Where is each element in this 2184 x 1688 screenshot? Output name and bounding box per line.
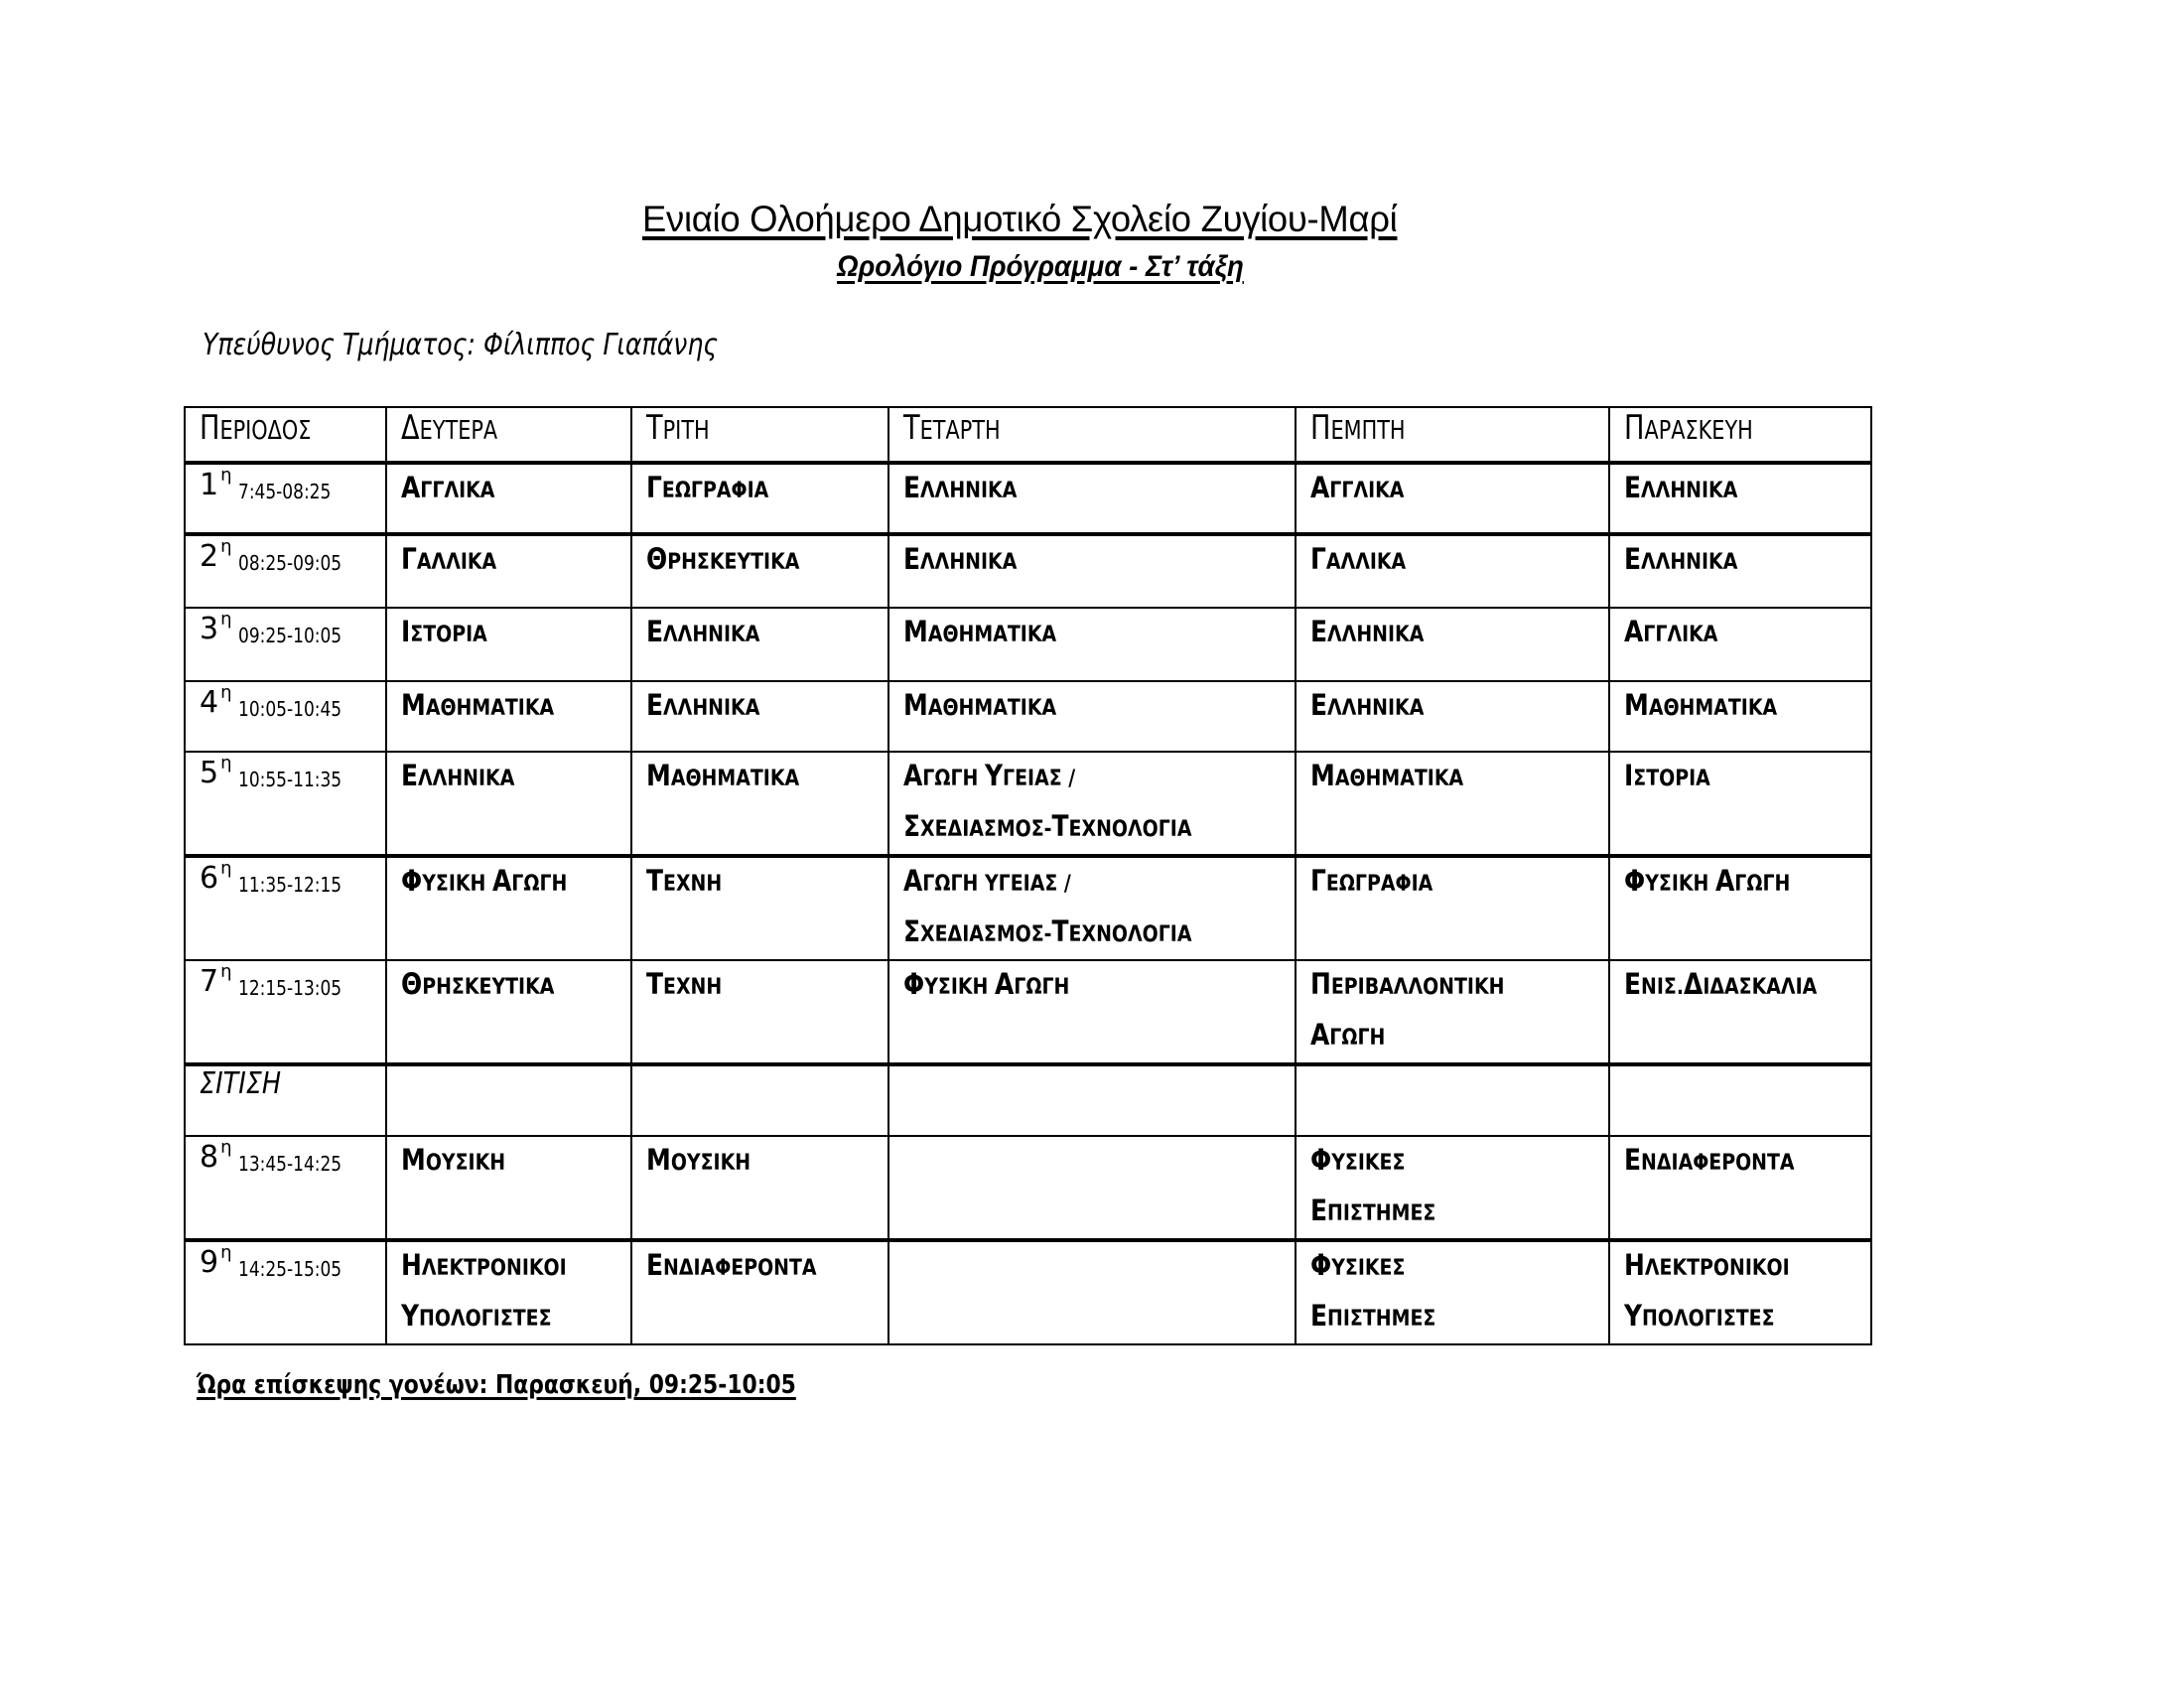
- subject-cell: [1296, 534, 1609, 608]
- header-wednesday: [888, 407, 1296, 463]
- subject-label: ΓΑΛΛΙΚΑ: [1310, 542, 1407, 576]
- subject-cell: [888, 1240, 1296, 1344]
- subject-label: ΙΣΤΟΡΙΑ: [1624, 759, 1710, 792]
- subject-label: ΕΠΙΣΤΗΜΕΣ: [1310, 1194, 1436, 1227]
- header-label: ΠΕΜΠΤΗ: [1310, 408, 1406, 448]
- subject-label: ΕΝΙΣ.ΔΙΔΑΣΚΑΛΙΑ: [1624, 967, 1818, 1001]
- period-time: 10:55-11:35: [237, 768, 341, 791]
- subject-cell: [1609, 960, 1871, 1064]
- subject-cell: [1296, 752, 1609, 856]
- subject-label: ΦΥΣΙΚΕΣ: [1310, 1248, 1406, 1282]
- subject-label: ΑΓΩΓΗ: [1310, 1018, 1386, 1052]
- period-ordinal-suffix: η: [220, 858, 232, 879]
- subject-cell: [386, 856, 631, 960]
- header-label: ΤΕΤΑΡΤΗ: [903, 408, 1001, 448]
- subject-cell: [1609, 608, 1871, 681]
- lunch-row: [185, 1064, 1871, 1136]
- subject-label: ΤΕΧΝΗ: [646, 967, 723, 1001]
- subject-label: ΕΛΛΗΝΙΚΑ: [1624, 471, 1738, 504]
- period-number: 9: [200, 1245, 219, 1280]
- subject-cell: [631, 1240, 888, 1344]
- period-time: 08:25-09:05: [237, 551, 341, 575]
- subject-cell: [631, 960, 888, 1064]
- subject-cell: [1609, 1064, 1871, 1136]
- subject-cell: [386, 608, 631, 681]
- subject-cell: [386, 960, 631, 1064]
- subject-cell: [631, 681, 888, 752]
- subject-cell: [1609, 681, 1871, 752]
- period-number: 1: [200, 468, 219, 502]
- period-row: [185, 1240, 1871, 1344]
- period-number: 4: [200, 685, 219, 720]
- subject-label: ΙΣΤΟΡΙΑ: [401, 615, 487, 648]
- period-cell: [185, 1240, 386, 1344]
- subject-cell: [386, 681, 631, 752]
- period-cell: [185, 1064, 386, 1136]
- header-tuesday: [631, 407, 888, 463]
- period-ordinal-suffix: η: [220, 536, 232, 557]
- header-label: ΠΕΡΙΟΔΟΣ: [200, 408, 312, 448]
- lunch-label: ΣΙΤΙΣΗ: [200, 1066, 282, 1101]
- period-row: [185, 608, 1871, 681]
- subject-label: ΓΕΩΓΡΑΦΙΑ: [1310, 864, 1433, 898]
- subject-label: ΕΝΔΙΑΦΕΡΟΝΤΑ: [646, 1248, 817, 1282]
- subject-cell: [888, 463, 1296, 534]
- subject-cell: [888, 608, 1296, 681]
- subject-label: ΕΛΛΗΝΙΚΑ: [1624, 542, 1738, 576]
- subject-label: ΕΛΛΗΝΙΚΑ: [646, 688, 760, 722]
- period-row: [185, 752, 1871, 856]
- subject-cell: [1296, 1136, 1609, 1240]
- subject-cell: [888, 534, 1296, 608]
- subject-cell: [631, 1064, 888, 1136]
- period-number: 7: [200, 964, 219, 999]
- subject-cell: [386, 752, 631, 856]
- period-time: 14:25-15:05: [237, 1257, 341, 1281]
- subject-label: ΓΕΩΓΡΑΦΙΑ: [646, 471, 769, 504]
- period-cell: [185, 960, 386, 1064]
- period-cell: [185, 681, 386, 752]
- subject-label: ΕΛΛΗΝΙΚΑ: [903, 542, 1018, 576]
- subject-cell: [1609, 752, 1871, 856]
- subject-label: ΕΛΛΗΝΙΚΑ: [646, 615, 760, 648]
- subject-label: ΥΠΟΛΟΓΙΣΤΕΣ: [1624, 1299, 1775, 1333]
- subject-cell: [386, 1240, 631, 1344]
- subject-cell: [1609, 463, 1871, 534]
- subject-cell: [1609, 1240, 1871, 1344]
- period-cell: [185, 463, 386, 534]
- subject-cell: [1609, 1136, 1871, 1240]
- subject-cell: [888, 1136, 1296, 1240]
- subject-cell: [888, 960, 1296, 1064]
- period-ordinal-suffix: η: [220, 609, 232, 630]
- subject-label: ΜΑΘΗΜΑΤΙΚΑ: [646, 759, 800, 792]
- header-row: [185, 407, 1871, 463]
- subject-label: ΦΥΣΙΚΗ ΑΓΩΓΗ: [401, 864, 568, 898]
- period-time: 7:45-08:25: [237, 480, 331, 503]
- schedule-subtitle: Ωρολόγιο Πρόγραμμα - Στ’ τάξη: [837, 250, 1244, 283]
- subject-cell: [1609, 856, 1871, 960]
- subject-label: ΦΥΣΙΚΗ ΑΓΩΓΗ: [903, 967, 1070, 1001]
- period-cell: [185, 534, 386, 608]
- subject-cell: [386, 1064, 631, 1136]
- subject-label: ΠΕΡΙΒΑΛΛΟΝΤΙΚΗ: [1310, 967, 1505, 1001]
- period-ordinal-suffix: η: [220, 465, 232, 486]
- subject-label: ΘΡΗΣΚΕΥΤΙΚΑ: [646, 542, 800, 576]
- period-time: 13:45-14:25: [237, 1152, 341, 1176]
- period-row: [185, 856, 1871, 960]
- header-thursday: [1296, 407, 1609, 463]
- subject-label: ΦΥΣΙΚΗ ΑΓΩΓΗ: [1624, 864, 1791, 898]
- period-ordinal-suffix: η: [220, 1137, 232, 1158]
- period-ordinal-suffix: η: [220, 753, 232, 774]
- subject-cell: [1609, 534, 1871, 608]
- header-friday: [1609, 407, 1871, 463]
- period-time: 10:05-10:45: [237, 697, 341, 721]
- period-time: 11:35-12:15: [237, 873, 341, 897]
- header-period: [185, 407, 386, 463]
- subject-label: ΤΕΧΝΗ: [646, 864, 723, 898]
- period-row: [185, 960, 1871, 1064]
- timetable: [184, 406, 1872, 1345]
- subject-label: ΕΠΙΣΤΗΜΕΣ: [1310, 1299, 1436, 1333]
- period-number: 3: [200, 612, 219, 646]
- period-row: [185, 1136, 1871, 1240]
- subject-label: ΕΛΛΗΝΙΚΑ: [401, 759, 515, 792]
- period-number: 6: [200, 861, 219, 896]
- subject-label: ΜΑΘΗΜΑΤΙΚΑ: [1310, 759, 1464, 792]
- subject-label: ΗΛΕΚΤΡΟΝΙΚΟΙ: [401, 1248, 567, 1282]
- subject-cell: [1296, 856, 1609, 960]
- subject-label: ΜΑΘΗΜΑΤΙΚΑ: [903, 615, 1057, 648]
- subject-cell: [386, 534, 631, 608]
- period-time: 09:25-10:05: [237, 624, 341, 647]
- subject-cell: [631, 752, 888, 856]
- subject-cell: [1296, 681, 1609, 752]
- subject-label: ΜΟΥΣΙΚΗ: [646, 1143, 751, 1177]
- period-ordinal-suffix: η: [220, 682, 232, 703]
- subject-cell: [631, 463, 888, 534]
- subject-label: ΣΧΕΔΙΑΣΜΟΣ-ΤΕΧΝΟΛΟΓΙΑ: [903, 809, 1192, 843]
- subject-label: ΑΓΓΛΙΚΑ: [1624, 615, 1718, 648]
- class-teacher-line: Υπεύθυνος Τμήματος: Φίλιππος Γιαπάνης: [203, 328, 719, 362]
- header-label: ΠΑΡΑΣΚΕΥΗ: [1624, 408, 1753, 448]
- period-number: 8: [200, 1140, 219, 1175]
- subject-cell: [888, 1064, 1296, 1136]
- subject-label: ΜΟΥΣΙΚΗ: [401, 1143, 506, 1177]
- timetable-body: [185, 463, 1871, 1344]
- subject-label: ΦΥΣΙΚΕΣ: [1310, 1143, 1406, 1177]
- subject-cell: [386, 463, 631, 534]
- subject-label: ΣΧΕΔΙΑΣΜΟΣ-ΤΕΧΝΟΛΟΓΙΑ: [903, 914, 1192, 948]
- subject-cell: [631, 856, 888, 960]
- subject-cell: [1296, 463, 1609, 534]
- period-number: 5: [200, 756, 219, 790]
- subject-cell: [631, 608, 888, 681]
- subject-label: ΗΛΕΚΤΡΟΝΙΚΟΙ: [1624, 1248, 1790, 1282]
- subject-cell: [631, 1136, 888, 1240]
- header-label: ΤΡΙΤΗ: [646, 408, 710, 448]
- period-time: 12:15-13:05: [237, 976, 341, 1000]
- subject-cell: [1296, 960, 1609, 1064]
- subject-label: ΜΑΘΗΜΑΤΙΚΑ: [1624, 688, 1778, 722]
- header-label: ΔΕΥΤΕΡΑ: [401, 408, 498, 448]
- subject-cell: [1296, 608, 1609, 681]
- subject-label: ΕΝΔΙΑΦΕΡΟΝΤΑ: [1624, 1143, 1795, 1177]
- period-cell: [185, 608, 386, 681]
- subject-label: ΑΓΓΛΙΚΑ: [1310, 471, 1405, 504]
- subject-label: ΕΛΛΗΝΙΚΑ: [903, 471, 1018, 504]
- subject-cell: [1296, 1240, 1609, 1344]
- period-row: [185, 681, 1871, 752]
- period-cell: [185, 752, 386, 856]
- period-ordinal-suffix: η: [220, 961, 232, 982]
- school-title: Ενιαίο Ολοήμερο Δημοτικό Σχολείο Ζυγίου-Μαρί: [642, 199, 1398, 239]
- subject-label: ΜΑΘΗΜΑΤΙΚΑ: [401, 688, 555, 722]
- subject-cell: [631, 534, 888, 608]
- period-row: [185, 534, 1871, 608]
- period-ordinal-suffix: η: [220, 1242, 232, 1263]
- period-row: [185, 463, 1871, 534]
- period-number: 2: [200, 539, 219, 574]
- subject-label: ΘΡΗΣΚΕΥΤΙΚΑ: [401, 967, 555, 1001]
- subject-cell: [888, 681, 1296, 752]
- subject-label: ΕΛΛΗΝΙΚΑ: [1310, 615, 1425, 648]
- subject-cell: [386, 1136, 631, 1240]
- parent-visit-hours: Ώρα επίσκεψης γονέων: Παρασκευή, 09:25-10:05: [197, 1370, 796, 1400]
- subject-cell: [1296, 1064, 1609, 1136]
- period-cell: [185, 856, 386, 960]
- subject-label: ΓΑΛΛΙΚΑ: [401, 542, 497, 576]
- subject-cell: [888, 856, 1296, 960]
- header-monday: [386, 407, 631, 463]
- subject-label: ΑΓΩΓΗ ΥΓΕΙΑΣ /: [903, 759, 1076, 792]
- subject-cell: [888, 752, 1296, 856]
- subject-label: ΕΛΛΗΝΙΚΑ: [1310, 688, 1425, 722]
- subject-label: ΑΓΓΛΙΚΑ: [401, 471, 495, 504]
- subject-label: ΜΑΘΗΜΑΤΙΚΑ: [903, 688, 1057, 722]
- subject-label: ΥΠΟΛΟΓΙΣΤΕΣ: [401, 1299, 552, 1333]
- subject-label: ΑΓΩΓΗ ΥΓΕΙΑΣ /: [903, 864, 1071, 898]
- period-cell: [185, 1136, 386, 1240]
